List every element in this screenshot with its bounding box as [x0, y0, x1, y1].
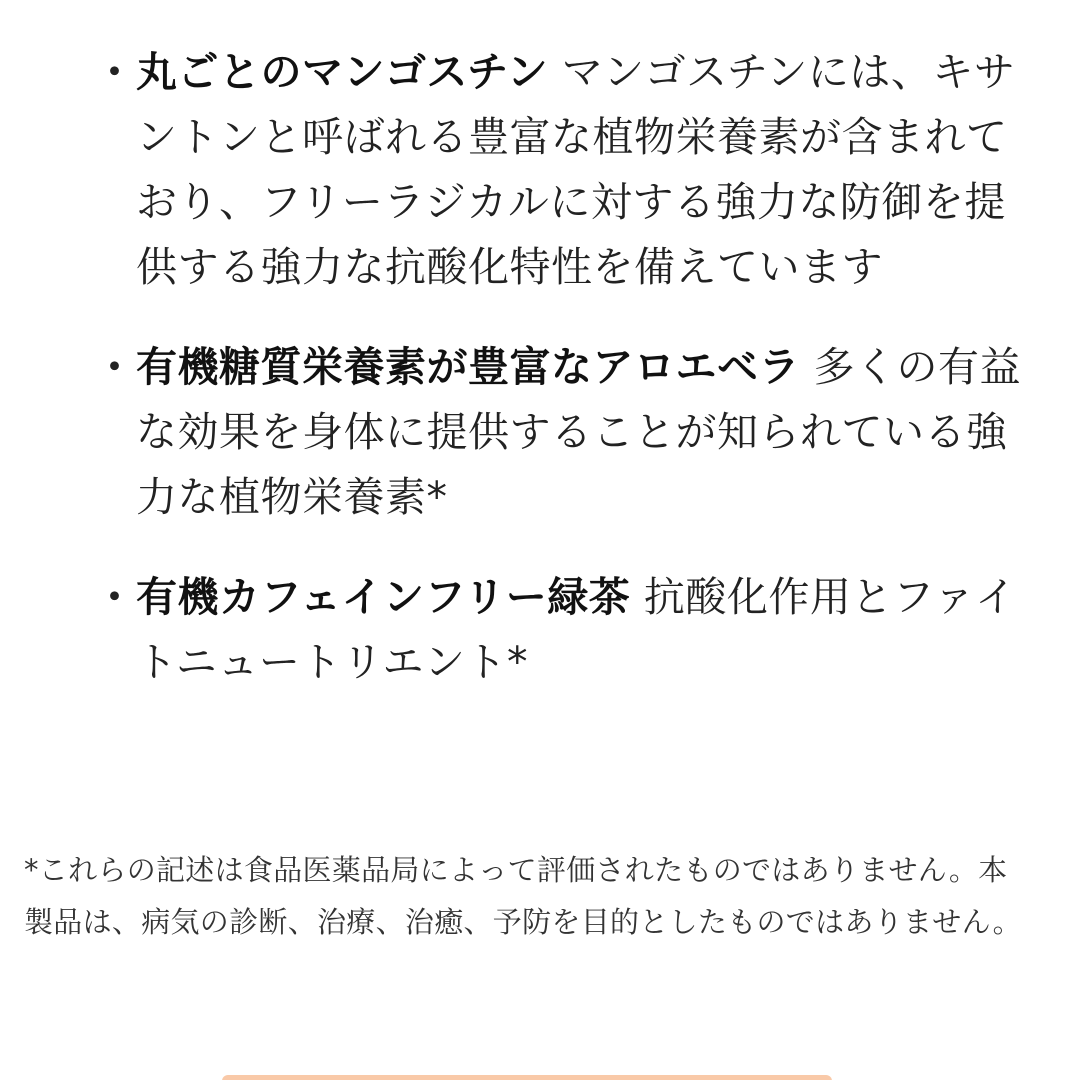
- feature-item-mangosteen: [90, 40, 1030, 300]
- feature-name: 有機糖質栄養素が豊富なアロエベラ: [136, 343, 800, 391]
- cta-button[interactable]: [222, 1075, 832, 1080]
- feature-item-green-tea: [90, 565, 1030, 695]
- feature-list: [90, 40, 1030, 730]
- bullet-icon: ・: [94, 48, 136, 96]
- feature-name: 有機カフェインフリー緑茶: [136, 573, 631, 621]
- bullet-icon: ・: [94, 343, 136, 391]
- feature-description: マンゴスチンには、キサントンと呼ばれる豊富な植物栄養素が含まれており、フリーラジカルに対する強力な防御を提供する強力な抗酸化特性を備えています: [136, 48, 1016, 291]
- fda-disclaimer: *これらの記述は食品医薬品局によって評価されたものではありません。本製品は、病気の診断、治療、治癒、予防を目的としたものではありません。: [24, 853, 1022, 939]
- feature-name: 丸ごとのマンゴスチン: [136, 48, 549, 96]
- feature-description: 多くの有益な効果を身体に提供することが知られている強力な植物栄養素*: [136, 343, 1022, 521]
- feature-item-aloe-vera: [90, 335, 1030, 530]
- feature-description: 抗酸化作用とファイトニュートリエント*: [136, 573, 1017, 686]
- bullet-icon: ・: [94, 573, 136, 621]
